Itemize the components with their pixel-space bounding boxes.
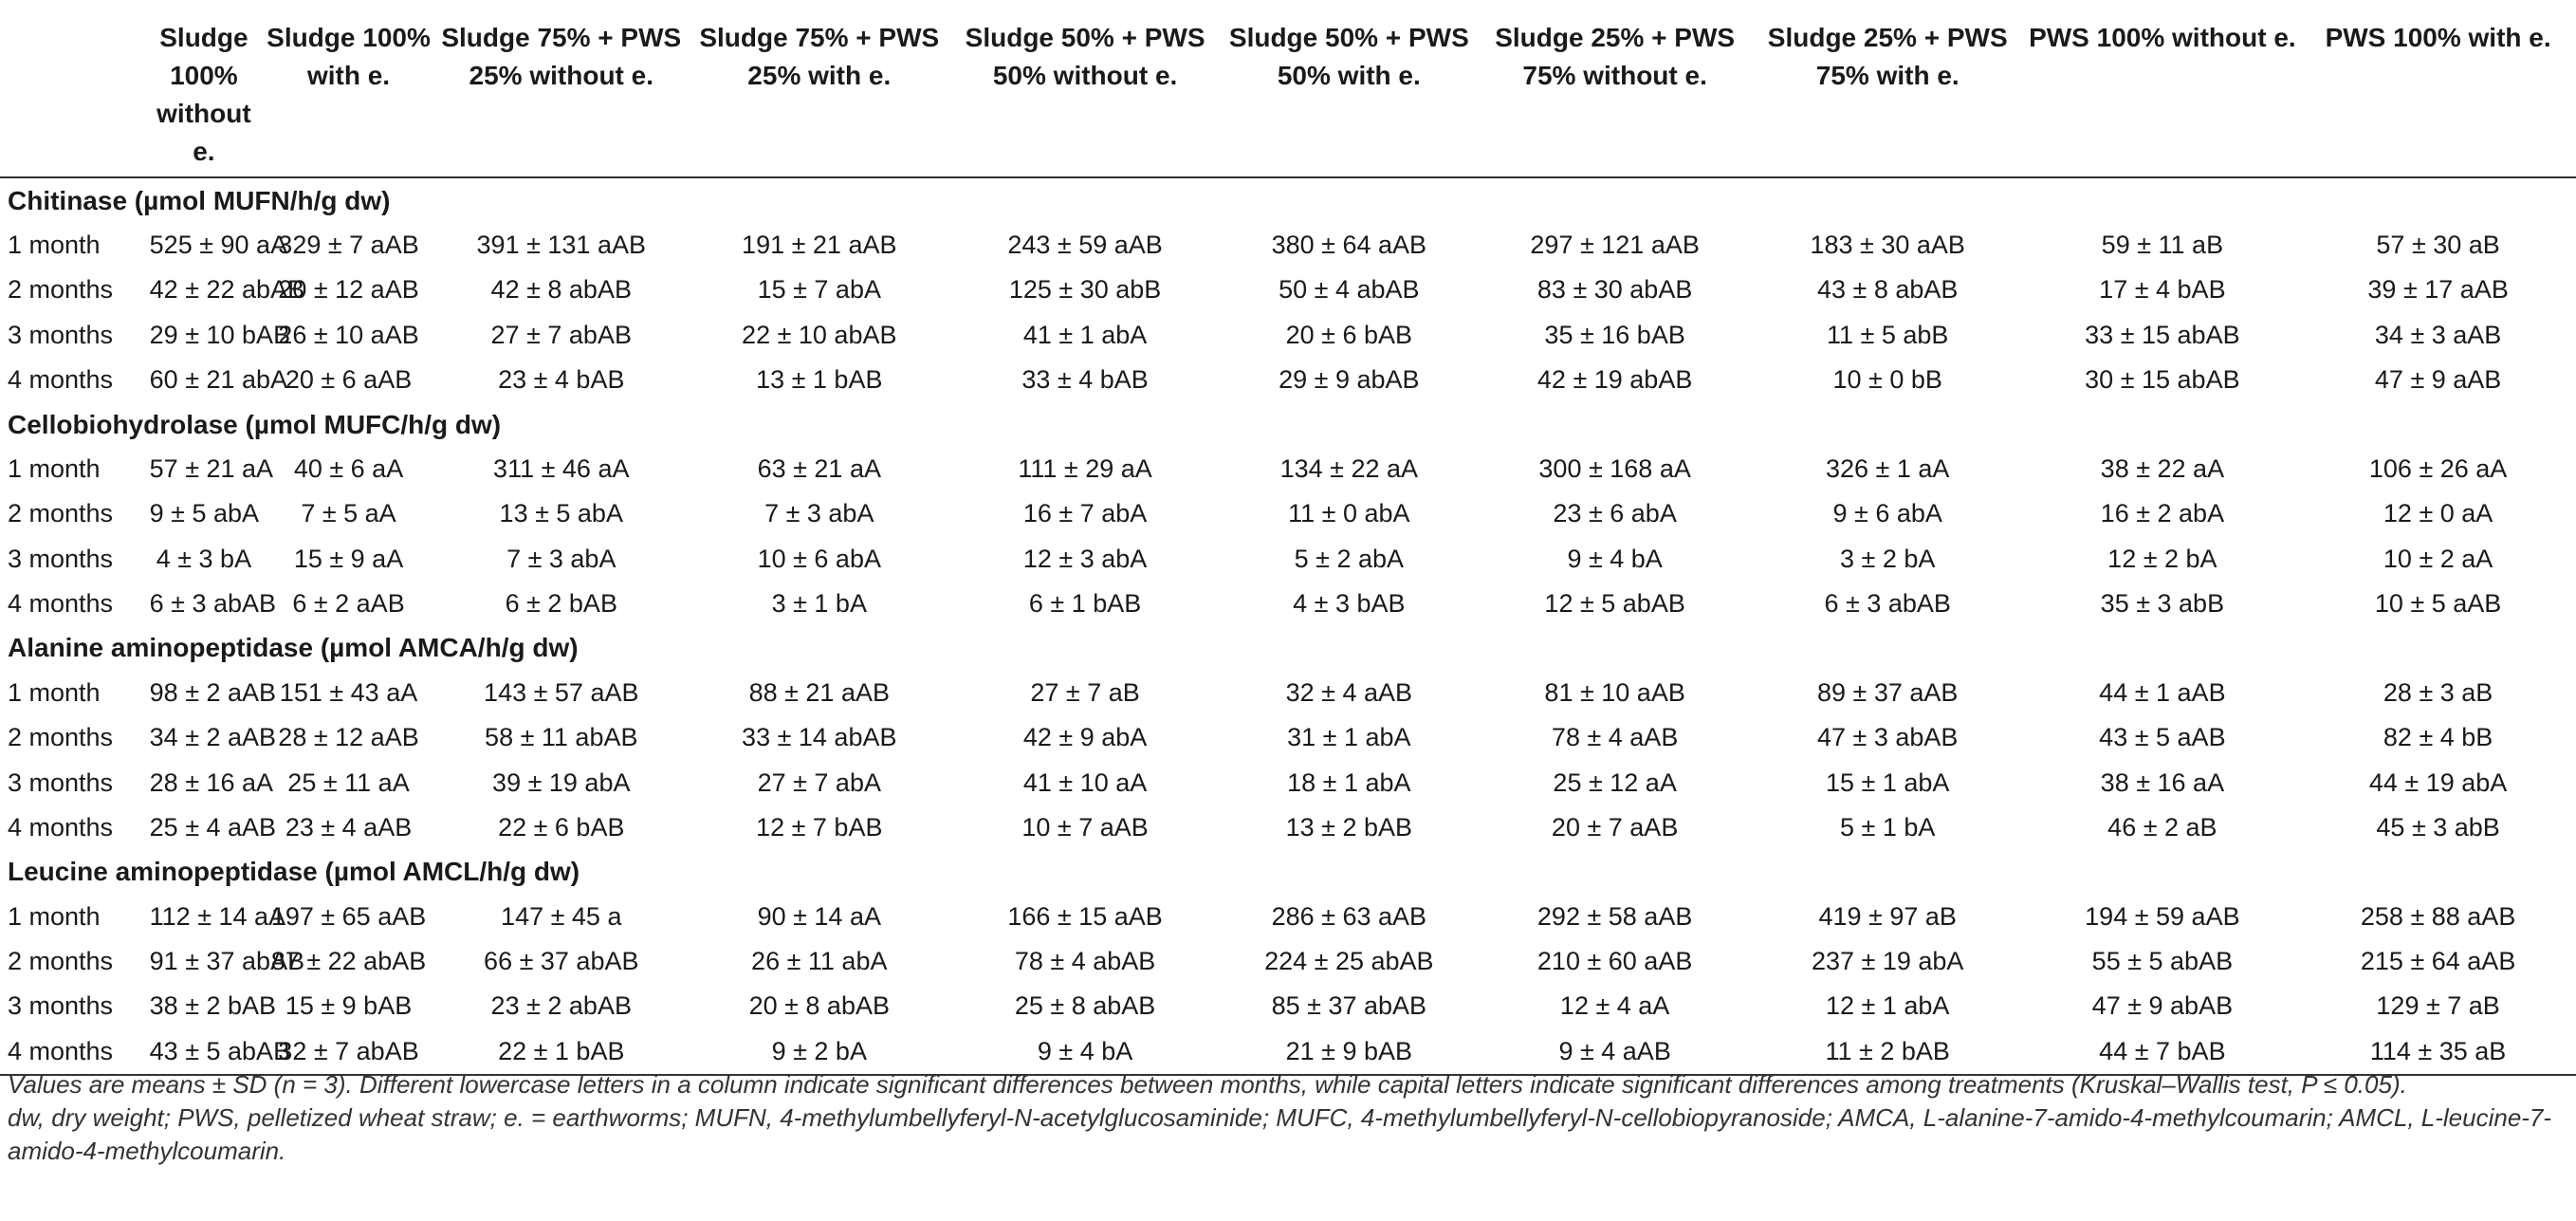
table-cell: 11 ± 5 abB (1827, 320, 1949, 349)
table-cell: 10 ± 7 aAB (1021, 812, 1149, 842)
table-cell: 112 ± 14 aA (149, 902, 286, 932)
table-row (0, 491, 2576, 536)
table-cell: 39 ± 17 aAB (2367, 275, 2509, 305)
table-cell: 20 ± 6 bAB (1285, 320, 1413, 349)
row-label: 4 months (8, 1036, 114, 1065)
table-cell: 89 ± 37 aAB (1817, 678, 1959, 708)
table-row (0, 447, 2576, 491)
row-label: 3 months (8, 768, 114, 797)
table-cell: 29 ± 9 abAB (1279, 364, 1420, 394)
table-cell: 111 ± 29 aA (1018, 454, 1152, 484)
table-cell: 125 ± 30 abB (1008, 275, 1162, 305)
table-cell: 10 ± 6 abA (757, 544, 881, 573)
table-cell: 129 ± 7 aB (2376, 991, 2500, 1021)
table-cell: 35 ± 16 bAB (1544, 320, 1685, 349)
table-cell: 22 ± 10 abAB (742, 320, 897, 349)
table-cell: 12 ± 2 bA (2107, 544, 2217, 573)
table-cell: 47 ± 9 aAB (2374, 364, 2502, 394)
table-body (0, 177, 2576, 1075)
table-cell: 46 ± 2 aB (2107, 812, 2217, 842)
table-cell: 9 ± 4 bA (1567, 544, 1663, 573)
table-cell: 57 ± 30 aB (2376, 231, 2500, 260)
table-cell: 58 ± 11 abAB (485, 723, 638, 752)
table-cell: 25 ± 4 aAB (149, 812, 277, 842)
table-cell: 44 ± 7 bAB (2099, 1036, 2226, 1065)
table-cell: 10 ± 5 aAB (2374, 588, 2502, 618)
table-cell: 191 ± 21 aAB (742, 231, 897, 260)
table-row (0, 984, 2576, 1028)
row-label: 1 month (8, 231, 101, 260)
table-cell: 9 ± 4 bA (1037, 1036, 1133, 1065)
table-cell: 43 ± 5 aAB (2099, 723, 2226, 752)
row-label: 4 months (8, 364, 114, 394)
table-cell: 3 ± 1 bA (771, 588, 867, 618)
table-cell: 17 ± 4 bAB (2099, 275, 2226, 305)
table-cell: 12 ± 0 aA (2383, 499, 2493, 528)
section-title: Alanine aminopeptidase (µmol AMCA/h/g dw) (8, 633, 579, 663)
table-row (0, 939, 2576, 984)
table-cell: 88 ± 21 aAB (748, 678, 890, 708)
table-row (0, 805, 2576, 850)
table-cell: 11 ± 0 abA (1288, 499, 1410, 528)
table-cell: 329 ± 7 aAB (278, 231, 419, 260)
table-cell: 83 ± 30 abAB (1536, 275, 1693, 305)
row-label: 1 month (8, 678, 101, 708)
table-cell: 32 ± 4 aAB (1285, 678, 1413, 708)
table-cell: 194 ± 59 aAB (2085, 902, 2240, 932)
table-cell: 23 ± 4 bAB (498, 364, 625, 394)
table-cell: 7 ± 3 abA (506, 544, 616, 573)
row-label: 2 months (8, 723, 114, 752)
table-cell: 78 ± 4 aAB (1551, 723, 1679, 752)
table-cell: 41 ± 10 aA (1022, 768, 1148, 797)
table-cell: 47 ± 9 abAB (2091, 991, 2234, 1021)
table-cell: 60 ± 21 abA (149, 364, 288, 394)
row-label: 2 months (8, 947, 114, 976)
table-cell: 28 ± 16 aA (149, 768, 274, 797)
table-cell: 38 ± 2 bAB (149, 991, 277, 1021)
table-cell: 7 ± 5 aA (301, 499, 396, 528)
column-header: Sludge 75% + PWS 25% with e. (699, 23, 940, 90)
table-cell: 183 ± 30 aAB (1810, 231, 1965, 260)
table-cell: 16 ± 2 abA (2100, 499, 2225, 528)
table-cell: 34 ± 3 aAB (2374, 320, 2502, 349)
table-cell: 20 ± 8 abAB (748, 991, 890, 1021)
table-cell: 6 ± 1 bAB (1028, 588, 1142, 618)
table-cell: 6 ± 3 abAB (1824, 588, 1951, 618)
table-cell: 134 ± 22 aA (1279, 454, 1419, 484)
table-cell: 286 ± 63 aAB (1271, 902, 1427, 932)
table-cell: 90 ± 14 aA (757, 902, 881, 932)
table-cell: 166 ± 15 aAB (1007, 902, 1163, 932)
footnote-statistics: Values are means ± SD (n = 3). Different lowercase letters in a column indicate significant differences between months, while capital letters indicate significant differences among treatments (Kruskal–Wallis test, P ≤ 0.05). (8, 1070, 2407, 1099)
column-header: PWS 100% without e. (2029, 23, 2296, 52)
table-cell: 47 ± 3 abAB (1817, 723, 1959, 752)
table-cell: 78 ± 4 abAB (1014, 947, 1156, 976)
table-cell: 215 ± 64 aAB (2360, 947, 2516, 976)
table-cell: 380 ± 64 aAB (1271, 231, 1427, 260)
table-cell: 42 ± 19 abAB (1536, 364, 1693, 394)
table-cell: 243 ± 59 aAB (1007, 231, 1163, 260)
section-header-row (0, 626, 2576, 671)
table-cell: 91 ± 37 abAB (149, 947, 305, 976)
row-label: 3 months (8, 320, 114, 349)
table-cell: 9 ± 6 abA (1832, 499, 1942, 528)
table-cell: 44 ± 19 abA (2368, 768, 2508, 797)
table-cell: 6 ± 3 abAB (149, 588, 277, 618)
table-cell: 42 ± 9 abA (1022, 723, 1148, 752)
row-label: 3 months (8, 991, 114, 1021)
table-cell: 12 ± 5 abAB (1544, 588, 1685, 618)
table-cell: 22 ± 1 bAB (498, 1036, 625, 1065)
table-cell: 41 ± 1 abA (1022, 320, 1148, 349)
table-cell: 34 ± 2 aAB (149, 723, 277, 752)
table-cell: 38 ± 22 aA (2100, 454, 2225, 484)
table-cell: 6 ± 2 aAB (292, 588, 405, 618)
table-row (0, 671, 2576, 715)
section-header-row (0, 177, 2576, 223)
row-label: 1 month (8, 902, 101, 932)
table-cell: 23 ± 2 abAB (490, 991, 632, 1021)
table-cell: 297 ± 121 aAB (1530, 231, 1700, 260)
table-cell: 57 ± 21 aA (149, 454, 274, 484)
table-cell: 3 ± 2 bA (1840, 544, 1936, 573)
table-cell: 419 ± 97 aB (1818, 902, 1957, 932)
table-cell: 25 ± 11 aA (287, 768, 410, 797)
table-cell: 42 ± 8 abAB (490, 275, 632, 305)
table-cell: 55 ± 5 abAB (2091, 947, 2234, 976)
table-cell: 10 ± 0 bB (1832, 364, 1942, 394)
table-cell: 11 ± 2 bAB (1825, 1036, 1950, 1065)
header-cell-empty (0, 6, 146, 177)
table-cell: 13 ± 1 bAB (756, 364, 883, 394)
row-label: 1 month (8, 454, 101, 484)
table-cell: 114 ± 35 aB (2369, 1036, 2507, 1065)
table-cell: 210 ± 60 aAB (1536, 947, 1693, 976)
table-cell: 391 ± 131 aAB (476, 231, 646, 260)
table-cell: 10 ± 2 aA (2383, 544, 2493, 573)
table-cell: 5 ± 1 bA (1840, 812, 1936, 842)
table-row (0, 760, 2576, 805)
table-cell: 29 ± 10 bAB (149, 320, 291, 349)
table-cell: 35 ± 3 abB (2100, 588, 2225, 618)
column-header: Sludge 25% + PWS 75% with e. (1767, 23, 2008, 90)
footnote-abbreviations: dw, dry weight; PWS, pelletized wheat straw; e. = earthworms; MUFN, 4-methylumbellyferyl-N-acetylglucosaminide; MUFC, 4-methylumbellyferyl-N-cellobiopyranoside; AMCA, L-alanine-7-amido-4-methylcoumarin; AMCL, L-leucine-7-amido-4-methylcoumarin. (8, 1103, 2552, 1165)
table-cell: 85 ± 37 abAB (1271, 991, 1427, 1021)
table-cell: 66 ± 37 abAB (484, 947, 639, 976)
header-row (0, 6, 2576, 177)
table-cell: 26 ± 10 aAB (278, 320, 419, 349)
table-cell: 20 ± 12 aAB (278, 275, 419, 305)
table-cell: 45 ± 3 abB (2376, 812, 2500, 842)
enzyme-activity-table (0, 6, 2576, 1076)
table-cell: 15 ± 7 abA (757, 275, 881, 305)
table-cell: 9 ± 5 abA (149, 499, 260, 528)
table-cell: 98 ± 2 aAB (149, 678, 277, 708)
table-cell: 32 ± 7 abAB (278, 1036, 419, 1065)
table-cell: 300 ± 168 aA (1538, 454, 1691, 484)
column-header: Sludge 25% + PWS 75% without e. (1495, 23, 1736, 90)
section-title: Chitinase (µmol MUFN/h/g dw) (8, 185, 391, 215)
table-cell: 38 ± 16 aA (2100, 768, 2225, 797)
table-row (0, 715, 2576, 760)
table-cell: 31 ± 1 abA (1287, 723, 1411, 752)
table-cell: 16 ± 7 abA (1022, 499, 1148, 528)
table-cell: 258 ± 88 aAB (2360, 902, 2516, 932)
table-cell: 63 ± 21 aA (757, 454, 881, 484)
table-cell: 23 ± 6 abA (1553, 499, 1677, 528)
table-cell: 197 ± 65 aAB (270, 902, 427, 932)
column-header: Sludge 50% + PWS 50% with e. (1228, 23, 1469, 90)
table-cell: 292 ± 58 aAB (1536, 902, 1693, 932)
table-cell: 326 ± 1 aA (1826, 454, 1950, 484)
table-row (0, 537, 2576, 582)
table-cell: 5 ± 2 abA (1294, 544, 1405, 573)
table-cell: 143 ± 57 aAB (484, 678, 639, 708)
table-cell: 12 ± 7 bAB (756, 812, 883, 842)
table-cell: 44 ± 1 aAB (2099, 678, 2226, 708)
table-row (0, 223, 2576, 268)
table-cell: 237 ± 19 abA (1811, 947, 1964, 976)
row-label: 2 months (8, 499, 114, 528)
table-cell: 28 ± 12 aAB (278, 723, 419, 752)
column-header: Sludge 50% + PWS 50% without e. (965, 23, 1205, 90)
table-cell: 20 ± 7 aAB (1551, 812, 1679, 842)
table-cell: 81 ± 10 aAB (1544, 678, 1685, 708)
table-cell: 39 ± 19 abA (492, 768, 631, 797)
section-header-row (0, 850, 2576, 895)
row-label: 3 months (8, 544, 114, 573)
table-cell: 42 ± 22 abAB (149, 275, 305, 305)
table-cell: 6 ± 2 bAB (505, 588, 617, 618)
table-cell: 21 ± 9 bAB (1285, 1036, 1413, 1065)
table-cell: 525 ± 90 aA (149, 231, 288, 260)
table-cell: 13 ± 5 abA (499, 499, 623, 528)
table-cell: 12 ± 4 aA (1559, 991, 1670, 1021)
row-label: 2 months (8, 275, 114, 305)
table-cell: 23 ± 4 aAB (285, 812, 413, 842)
column-header: Sludge 100% without e. (156, 23, 251, 166)
table-cell: 50 ± 4 abAB (1279, 275, 1420, 305)
column-header: Sludge 75% + PWS 25% without e. (441, 23, 682, 90)
table-cell: 147 ± 45 a (501, 902, 622, 932)
table-cell: 33 ± 14 abAB (742, 723, 897, 752)
column-header: Sludge 100% with e. (267, 23, 431, 90)
table-cell: 9 ± 2 bA (771, 1036, 867, 1065)
table-cell: 7 ± 3 abA (764, 499, 874, 528)
table-cell: 25 ± 8 abAB (1014, 991, 1156, 1021)
table-cell: 59 ± 11 aB (2101, 231, 2224, 260)
section-title: Leucine aminopeptidase (µmol AMCL/h/g dw) (8, 857, 580, 887)
table-cell: 26 ± 11 abA (751, 947, 888, 976)
section-header-row (0, 402, 2576, 447)
table-cell: 12 ± 1 abA (1826, 991, 1950, 1021)
table-cell: 82 ± 4 bB (2383, 723, 2493, 752)
table-cell: 27 ± 7 abA (757, 768, 881, 797)
table-cell: 25 ± 12 aA (1553, 768, 1677, 797)
table-cell: 43 ± 8 abAB (1817, 275, 1959, 305)
section-title: Cellobiohydrolase (µmol MUFC/h/g dw) (8, 409, 502, 439)
table-cell: 30 ± 15 abAB (2085, 364, 2240, 394)
table-cell: 4 ± 3 bA (156, 544, 252, 573)
table-cell: 33 ± 15 abAB (2085, 320, 2240, 349)
table-cell: 28 ± 3 aB (2383, 678, 2493, 708)
table-cell: 40 ± 6 aA (293, 454, 404, 484)
table-cell: 13 ± 2 bAB (1285, 812, 1413, 842)
table-cell: 27 ± 7 aB (1030, 678, 1140, 708)
table-cell: 151 ± 43 aA (279, 678, 418, 708)
table-cell: 43 ± 5 abAB (149, 1036, 291, 1065)
table-row (0, 582, 2576, 626)
table-cell: 106 ± 26 aA (2368, 454, 2508, 484)
table-cell: 9 ± 4 aAB (1558, 1036, 1671, 1065)
table-cell: 224 ± 25 abAB (1264, 947, 1434, 976)
table-cell: 15 ± 1 abA (1826, 768, 1950, 797)
row-label: 4 months (8, 588, 114, 618)
table-cell: 87 ± 22 abAB (270, 947, 427, 976)
table-cell: 33 ± 4 bAB (1021, 364, 1149, 394)
table-cell: 20 ± 6 aAB (285, 364, 413, 394)
table-cell: 12 ± 3 abA (1022, 544, 1148, 573)
table-cell: 18 ± 1 abA (1287, 768, 1411, 797)
table-cell: 22 ± 6 bAB (498, 812, 625, 842)
column-header: PWS 100% with e. (2325, 23, 2551, 52)
table-cell: 15 ± 9 aA (293, 544, 404, 573)
table-cell: 15 ± 9 bAB (285, 991, 413, 1021)
table-cell: 311 ± 46 aA (493, 454, 630, 484)
table-cell: 27 ± 7 abAB (490, 320, 632, 349)
table-footnotes (8, 1068, 2568, 1168)
table-row (0, 358, 2576, 402)
table-row (0, 313, 2576, 358)
row-label: 4 months (8, 812, 114, 842)
table-row (0, 268, 2576, 312)
table-row (0, 895, 2576, 939)
table-cell: 4 ± 3 bAB (1293, 588, 1406, 618)
